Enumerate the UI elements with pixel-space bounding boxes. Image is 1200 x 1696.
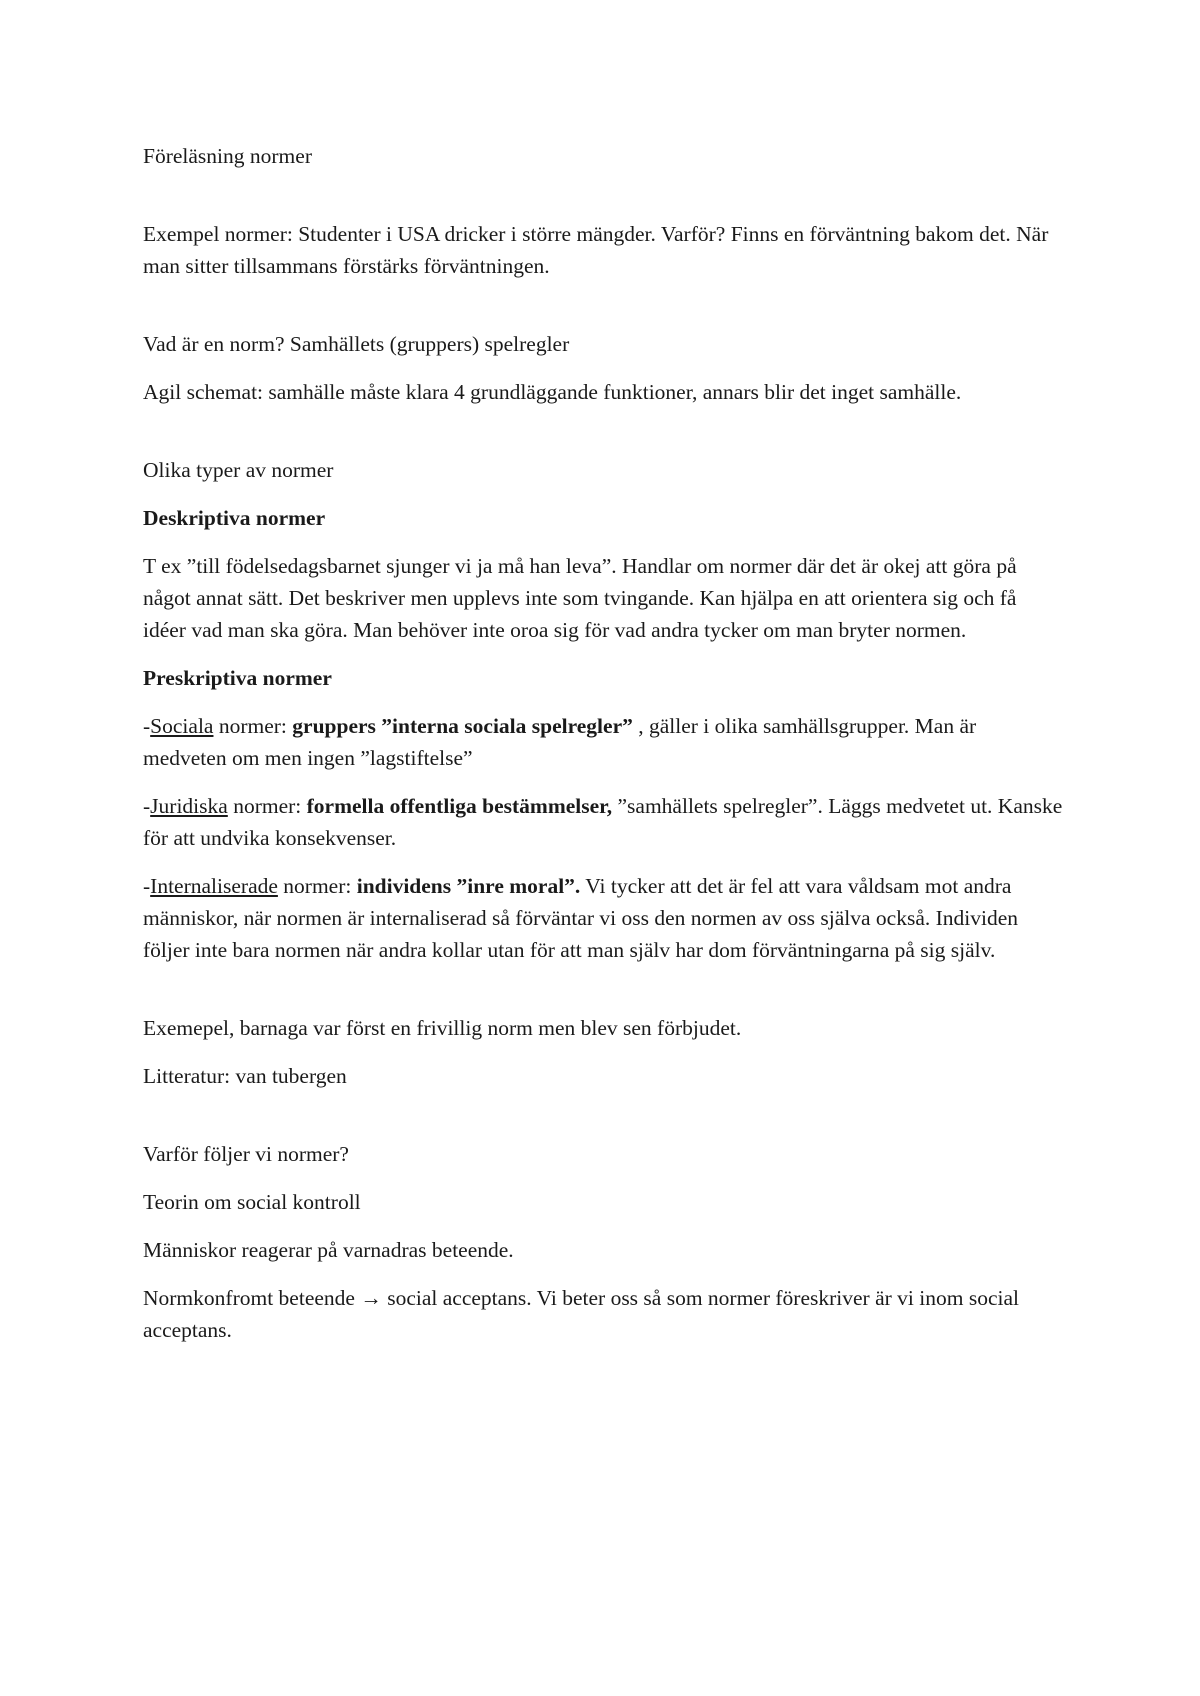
paragraph-example: Exempel normer: Studenter i USA dricker i större mängder. Varför? Finns en förväntning bakom det. När man sitter tillsammans förstärks förväntningen. — [143, 222, 1049, 278]
term-juridical: Juridiska — [150, 794, 228, 818]
text-internalized-rest: Vi tycker att det är fel att vara våldsam mot andra människor, när normen är internaliserad så förväntar vi oss den normen av oss själva också. Individen följer inte bara normen när andra kollar utan för att man själv har dom förväntningarna på sig själv. — [143, 874, 1019, 962]
paragraph-react: Människor reagerar på varnadras beteende. — [143, 1238, 514, 1262]
heading-prescriptive: Preskriptiva normer — [143, 666, 332, 690]
bold-social: gruppers ”interna sociala spelregler” — [292, 714, 633, 738]
text-normer: normer: — [277, 874, 357, 898]
text-normer: normer: — [213, 714, 293, 738]
arrow-right-icon: → — [360, 1286, 382, 1310]
text-normer: normer: — [227, 794, 307, 818]
term-social: Sociala — [150, 714, 214, 738]
paragraph-what-is-norm: Vad är en norm? Samhällets (gruppers) spelregler — [143, 332, 570, 356]
heading-descriptive: Deskriptiva normer — [143, 506, 326, 530]
text-social-rest: , gäller i olika samhällsgrupper. Man är medveten om men ingen ”lagstiftelse” — [143, 714, 977, 770]
paragraph-literature: Litteratur: van tubergen — [143, 1064, 347, 1088]
dash: - — [143, 794, 151, 818]
text-juridical-rest: ”samhällets spelregler”. Läggs medvetet ut. Kanske för att undvika konsekvenser. — [143, 794, 1063, 850]
paragraph-why: Varför följer vi normer? — [143, 1142, 349, 1166]
document-title: Föreläsning normer — [143, 144, 312, 168]
term-internalized: Internaliserade — [150, 874, 278, 898]
paragraph-theory: Teorin om social kontroll — [143, 1190, 361, 1214]
text-conform-start: Normkonfromt beteende — [143, 1286, 361, 1310]
document-body — [143, 140, 1063, 1362]
paragraph-internalized-norms — [143, 870, 1063, 966]
bold-internalized: individens ”inre moral”. — [356, 874, 581, 898]
paragraph-barnaga: Exemepel, barnaga var först en frivillig norm men blev sen förbjudet. — [143, 1016, 742, 1040]
dash: - — [143, 714, 151, 738]
dash: - — [143, 874, 151, 898]
paragraph-juridical-norms — [143, 790, 1063, 854]
paragraph-types: Olika typer av normer — [143, 458, 334, 482]
text-conform-rest: social acceptans. Vi beter oss så som normer föreskriver är vi inom social acceptans. — [143, 1286, 1019, 1342]
paragraph-agil: Agil schemat: samhälle måste klara 4 grundläggande funktioner, annars blir det inget samhälle. — [143, 380, 962, 404]
paragraph-descriptive: T ex ”till födelsedagsbarnet sjunger vi ja må han leva”. Handlar om normer där det är okej att göra på något annat sätt. Det beskriver men upplevs inte som tvingande. Kan hjälpa en att orientera sig och få idéer vad man ska göra. Man behöver inte oroa sig för vad andra tycker om man bryter normen. — [143, 554, 1017, 642]
paragraph-conform — [143, 1282, 1063, 1346]
bold-juridical: formella offentliga bestämmelser, — [306, 794, 613, 818]
paragraph-social-norms — [143, 710, 1063, 774]
